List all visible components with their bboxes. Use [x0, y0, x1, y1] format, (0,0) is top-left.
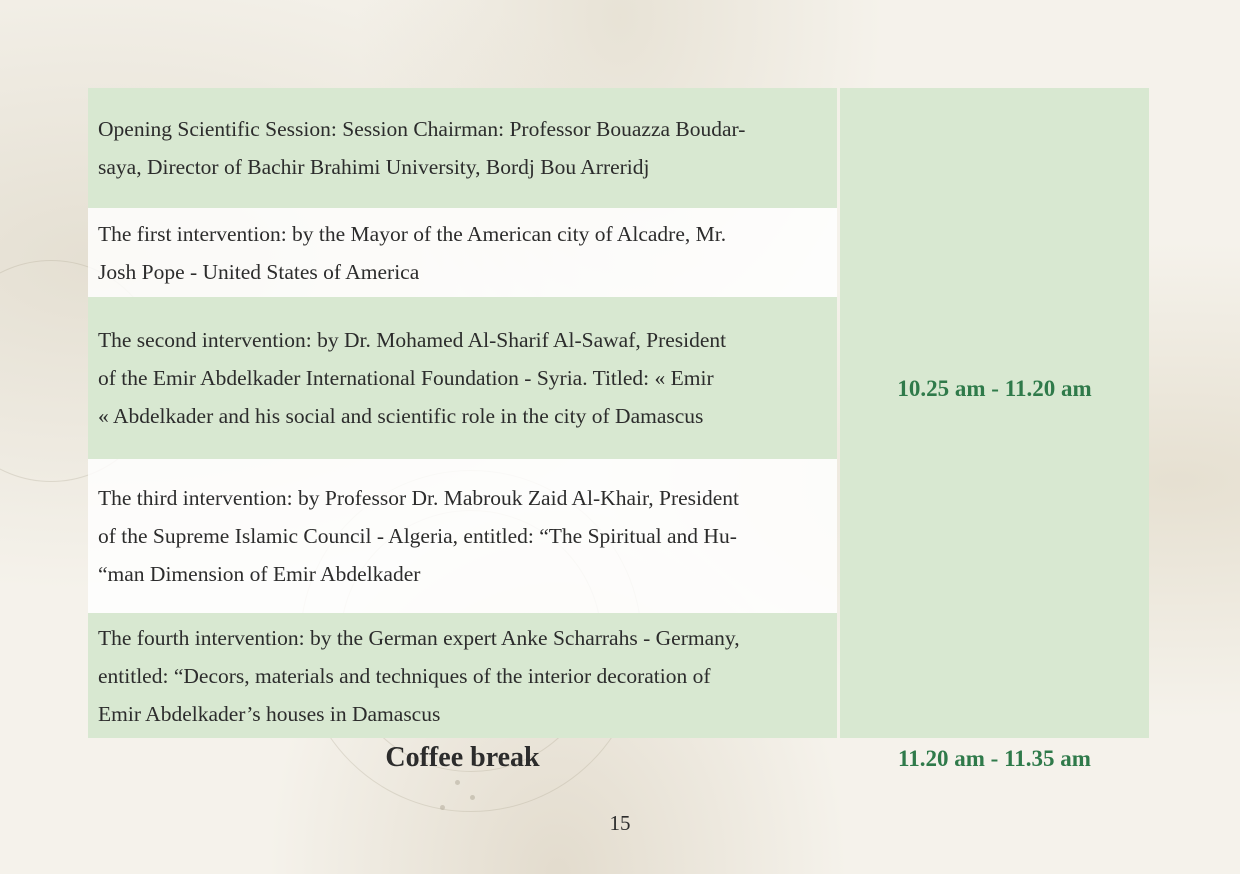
coffee-break-time: 11.20 am - 11.35 am — [898, 746, 1091, 771]
page-number: 15 — [609, 811, 631, 835]
session-text-line: The fourth intervention: by the German expert Anke Scharrahs - Germany, — [98, 625, 740, 650]
session-text-line: of the Supreme Islamic Council - Algeria, entitled: “The Spiritual and Hu- — [98, 524, 737, 548]
session-text-line: Josh Pope - United States of America — [98, 259, 420, 284]
session-row — [88, 297, 837, 459]
session-text-line: « Abdelkader and his social and scientific role in the city of Damascus — [98, 404, 704, 428]
session-text-line: The second intervention: by Dr. Mohamed Al-Sharif Al-Sawaf, President — [98, 328, 727, 352]
session-time-cell — [840, 88, 1149, 738]
session-time: 10.25 am - 11.20 am — [897, 375, 1092, 401]
session-text-line: “man Dimension of Emir Abdelkader — [98, 562, 421, 586]
coffee-break-label: Coffee break — [385, 742, 540, 773]
session-text-line: Opening Scientific Session: Session Chairman: Professor Bouazza Boudar- — [98, 117, 746, 141]
session-row — [88, 208, 837, 297]
session-text-line: The third intervention: by Professor Dr. Mabrouk Zaid Al-Khair, President — [98, 486, 740, 510]
session-text-line: saya, Director of Bachir Brahimi University, Bordj Bou Arreridj — [98, 155, 650, 179]
session-text-line: of the Emir Abdelkader International Foundation - Syria. Titled: « Emir — [98, 366, 714, 390]
session-text-line: entitled: “Decors, materials and techniques of the interior decoration of — [98, 663, 711, 688]
session-text-line: Emir Abdelkader’s houses in Damascus — [98, 701, 441, 726]
session-row — [88, 459, 837, 613]
session-row — [88, 88, 837, 208]
session-row — [88, 613, 837, 738]
session-text-line: The first intervention: by the Mayor of the American city of Alcadre, Mr. — [98, 221, 727, 246]
